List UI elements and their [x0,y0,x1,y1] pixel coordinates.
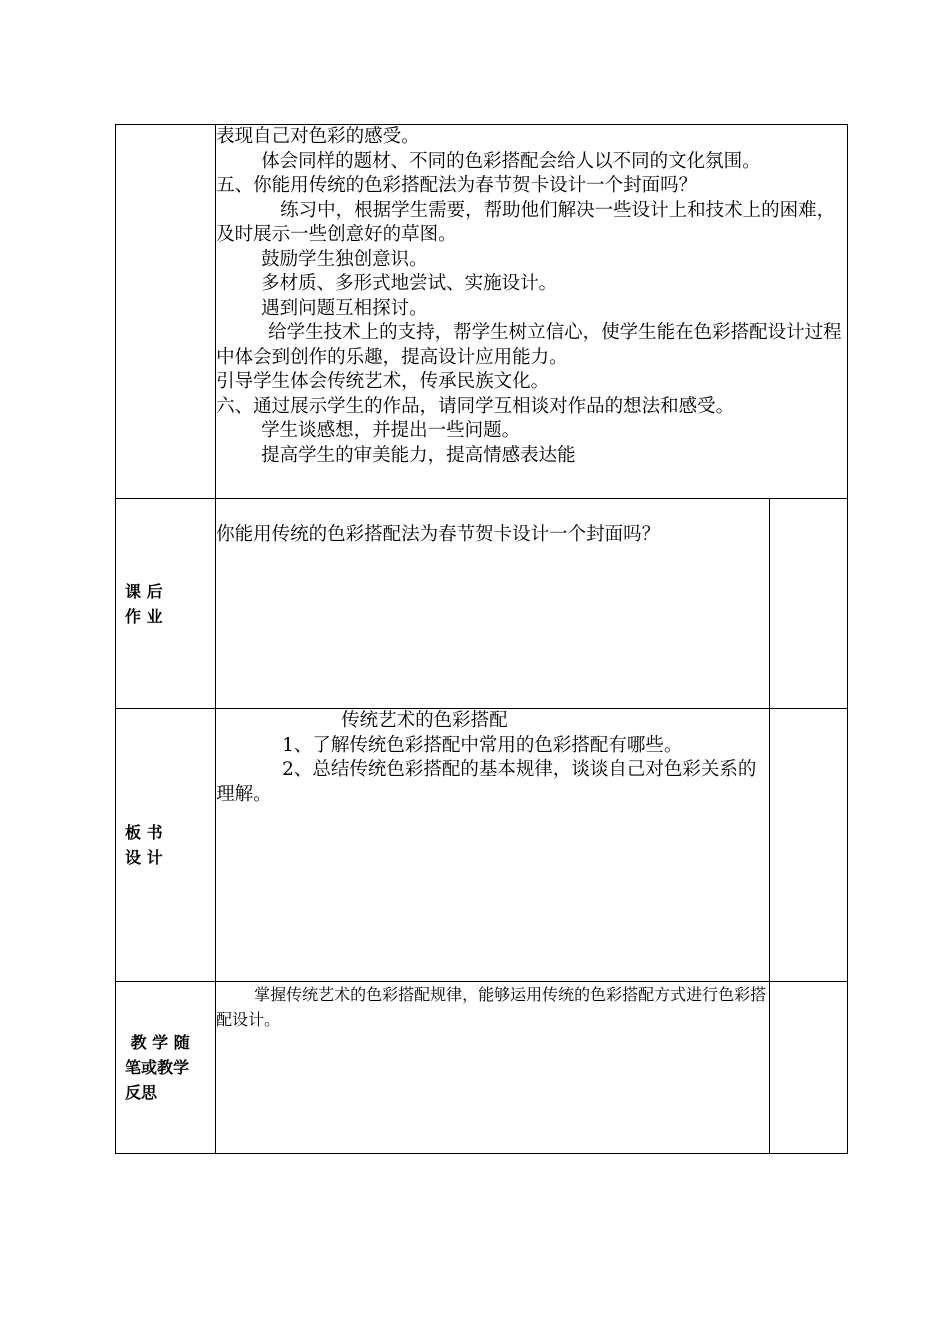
activity-line: 表现自己对色彩的感受。 [216,126,420,147]
activity-line: 给学生技术上的支持，帮学生树立信心，使学生能在色彩搭配设计过程中体会到创作的乐趣，提高设计应用能力。 [216,322,842,368]
board-content [216,709,770,982]
board-item-2: 2、总结传统色彩搭配的基本规律，谈谈自己对色彩关系的理解。 [216,759,757,805]
homework-extra-cell [769,499,847,709]
activity-label-cell [116,125,216,499]
homework-content [216,499,770,709]
activity-line: 练习中，根据学生需要，帮助他们解决一些设计上和技术上的困难，及时展示一些创意好的草图。 [216,199,836,245]
activity-line: 提高学生的审美能力，提高情感表达能 [261,444,576,466]
homework-row [116,499,848,709]
board-title: 传统艺术的色彩搭配 [341,710,508,731]
activity-line: 多材质、多形式地尝试、实施设计。 [261,273,558,294]
lesson-plan-table [115,124,848,1154]
activity-line: 六、通过展示学生的作品，请同学互相谈对作品的想法和感受。 [216,395,735,417]
reflection-content [216,982,770,1154]
reflection-extra-cell [769,982,847,1154]
activity-line: 五、你能用传统的色彩搭配法为春节贺卡设计一个封面吗？ [216,175,698,196]
board-label: 板 书 设 计 [116,709,216,982]
homework-text: 你能用传统的色彩搭配法为春节贺卡设计一个封面吗？ [216,524,661,545]
reflection-label: 教 学 随 笔或教学 反思 [116,982,216,1154]
reflection-row [116,982,848,1154]
activity-line: 引导学生体会传统艺术，传承民族文化。 [216,371,550,392]
activity-line: 遇到问题互相探讨。 [261,297,428,319]
board-row [116,709,848,982]
activity-content [216,125,848,499]
activity-line: 学生谈感想，并提出一些问题。 [261,420,521,441]
activity-row [116,125,848,499]
reflection-text: 掌握传统艺术的色彩搭配规律，能够运用传统的色彩搭配方式进行色彩搭配设计。 [216,985,767,1029]
board-item-1: 1、了解传统色彩搭配中常用的色彩搭配有哪些。 [282,734,683,756]
board-extra-cell [769,709,847,982]
homework-label: 课 后 作 业 [116,499,216,709]
activity-line: 鼓励学生独创意识。 [261,248,428,270]
activity-line: 体会同样的题材、不同的色彩搭配会给人以不同的文化氛围。 [261,150,761,172]
